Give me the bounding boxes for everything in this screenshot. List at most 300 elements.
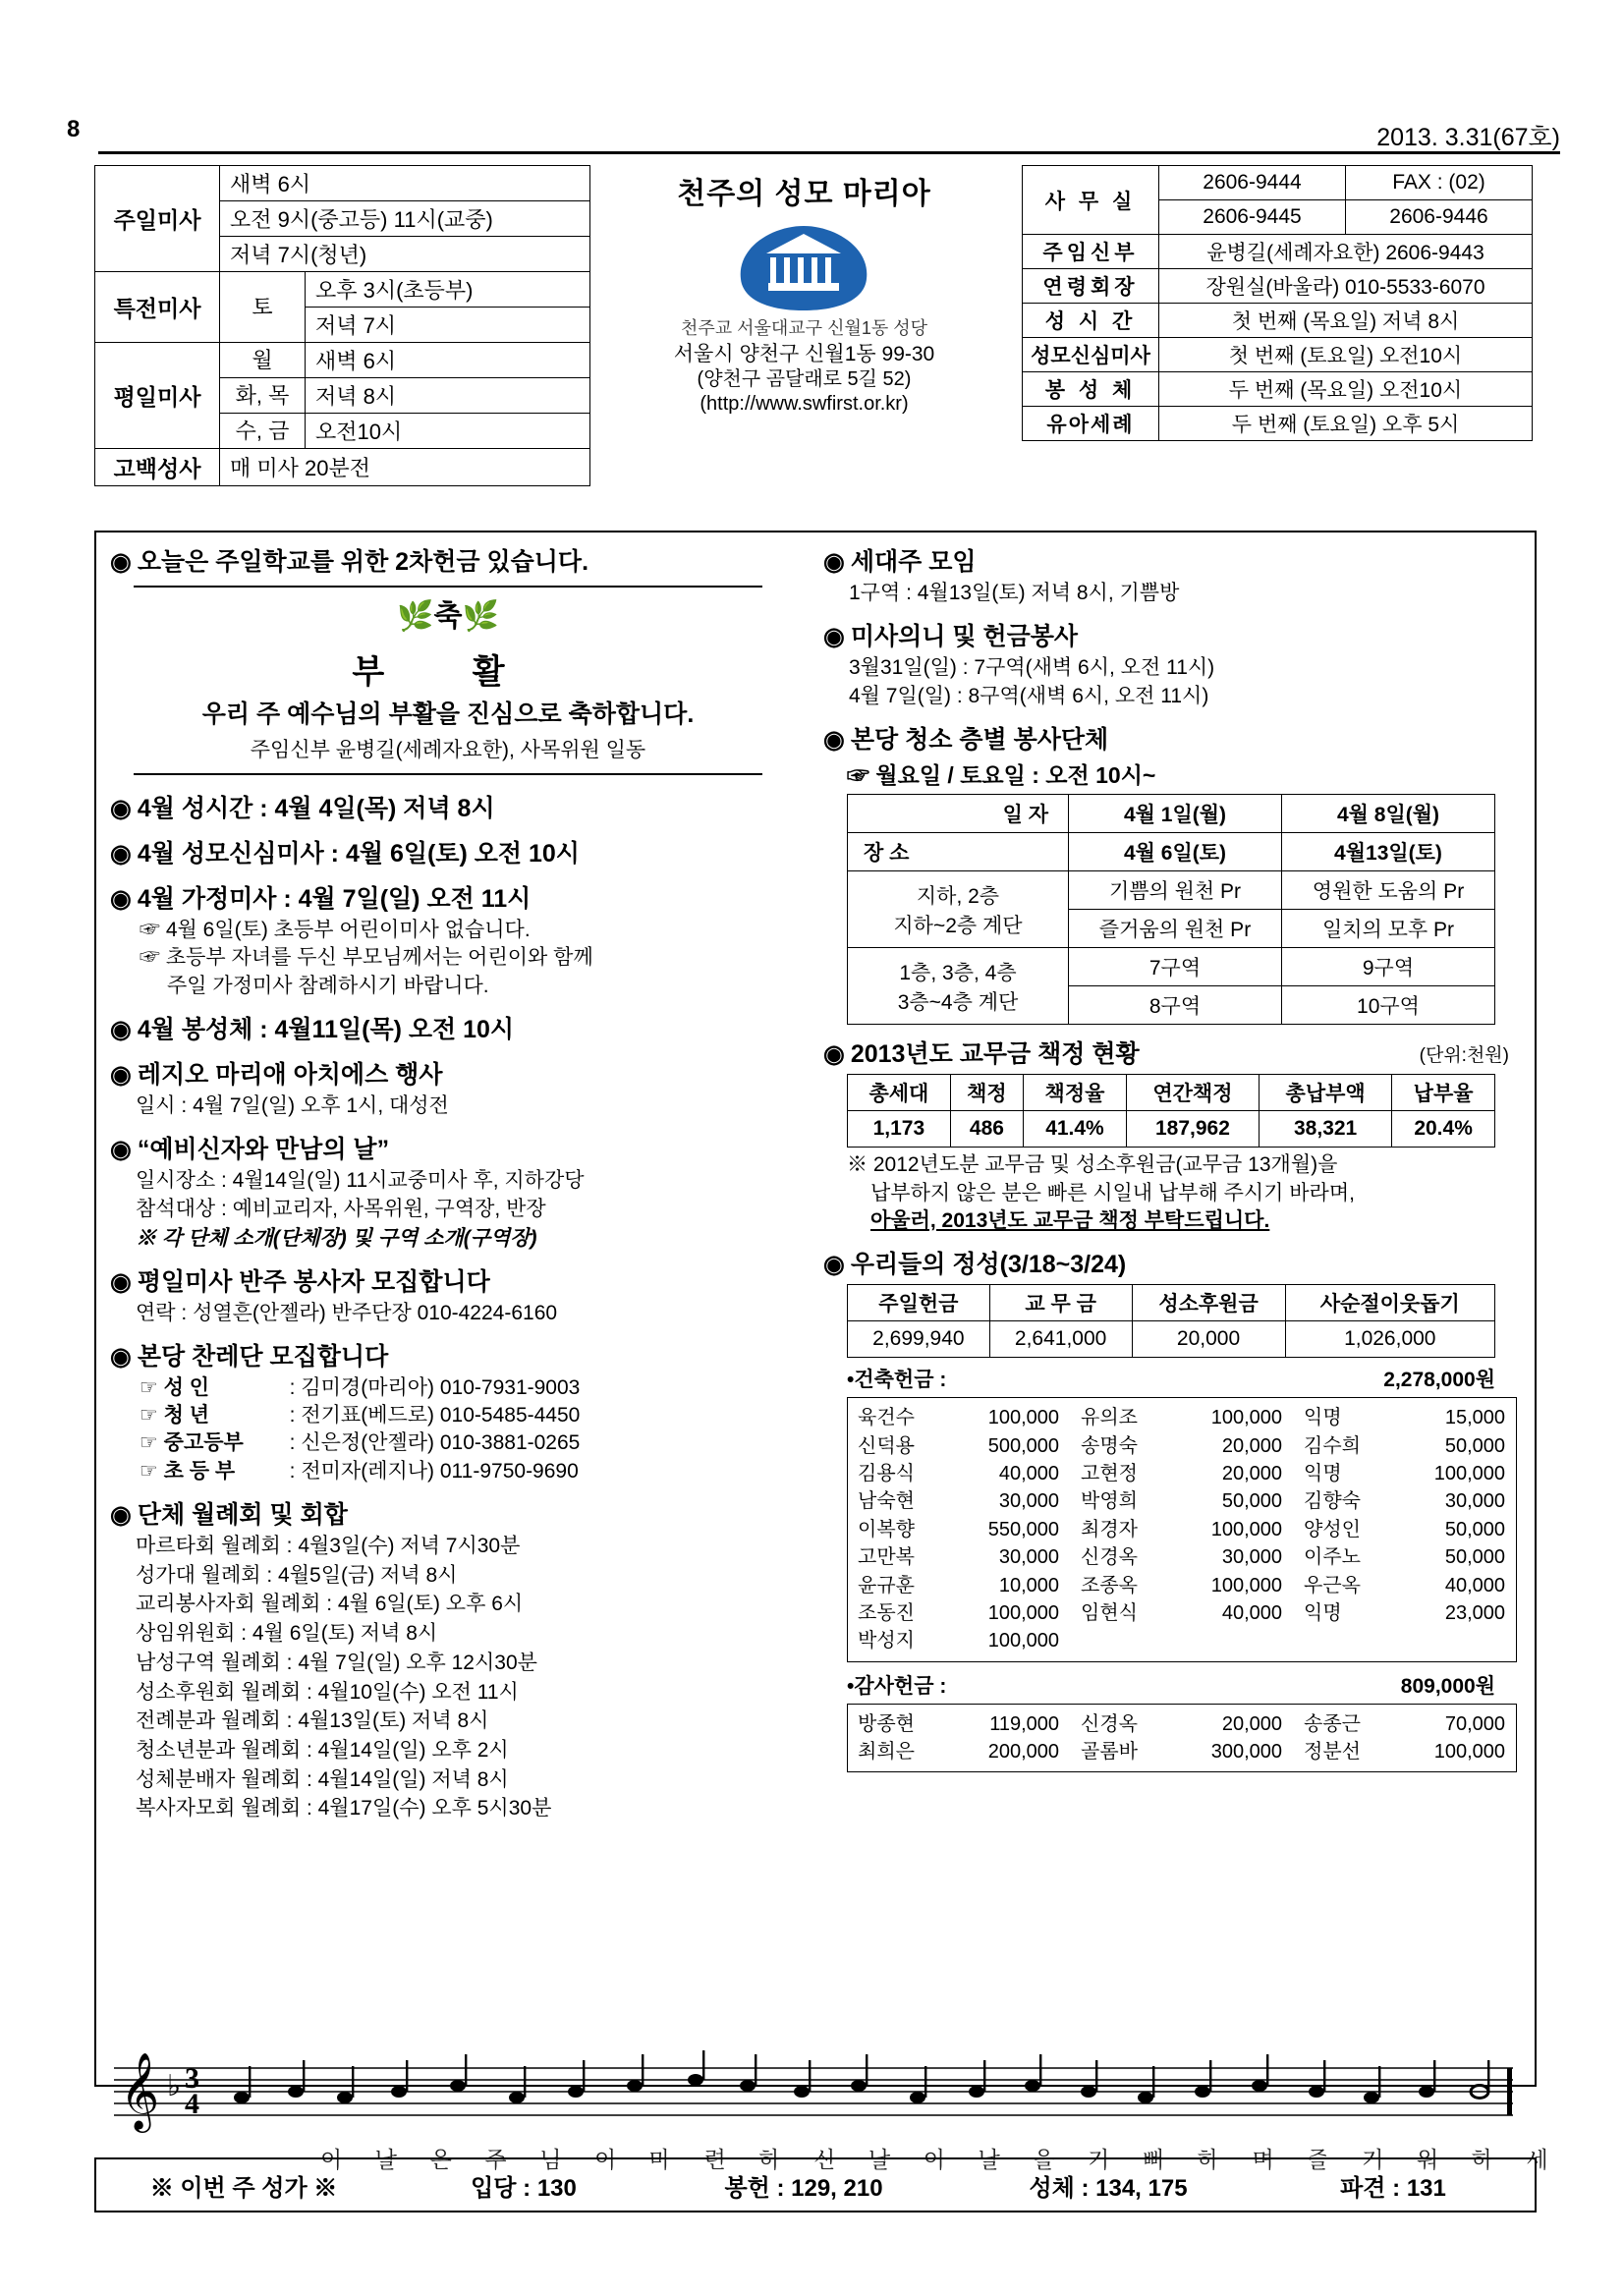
offering-heading (823, 1245, 1521, 1280)
second-collection-text: 오늘은 주일학교를 위한 2차헌금 있습니다. (137, 548, 589, 576)
mass-value: 저녁 8시 (306, 378, 590, 414)
meeting-line: 복사자모회 월례회 : 4월17일(수) 오후 5시30분 (136, 1797, 552, 1820)
table-row (1023, 407, 1533, 441)
fee-table (847, 1074, 1495, 1148)
offering-header: 교 무 금 (989, 1285, 1132, 1321)
fee-value: 187,962 (1126, 1111, 1259, 1148)
contact-value: 두 번째 (목요일) 오전10시 (1159, 372, 1533, 407)
thanks-fund-label: •감사헌금 : (847, 1674, 947, 1698)
mass-value: 새벽 6시 (220, 166, 590, 201)
table-row (1023, 338, 1533, 372)
donor-name: 송명숙 (1081, 1434, 1138, 1457)
hymn-bar-label: ※ 이번 주 성가 ※ (149, 2174, 338, 2202)
svg-text:♭: ♭ (167, 2069, 182, 2103)
hymn-entrance: 입당 : 130 (471, 2174, 577, 2202)
donor-amount: 40,000 (1221, 1601, 1282, 1624)
table-row (848, 1075, 1495, 1111)
donor-name: 골롬바 (1081, 1741, 1138, 1764)
choir-title: 본당 찬레단 모집합니다 (137, 1342, 389, 1371)
bullet-icon: ◉ (110, 795, 132, 822)
announcement-heading (110, 879, 798, 915)
donor-name: 조종옥 (1081, 1574, 1138, 1596)
office-phone-1: 2606-9444 (1159, 166, 1346, 200)
offering-section (823, 1245, 1521, 1772)
cleaning-cell: 8구역 (1069, 986, 1282, 1025)
announcement-title: “예비신자와 만남의 날” (137, 1135, 390, 1163)
donor-name: 최희은 (858, 1741, 915, 1764)
table-row (848, 871, 1495, 910)
donor-amount: 30,000 (1221, 1546, 1282, 1569)
donor-row (858, 1599, 1506, 1627)
parish-website[interactable]: (http://www.swfirst.or.kr) (700, 393, 909, 416)
lyric-syllable: 마 (648, 2147, 671, 2172)
donor-amount: 100,000 (987, 1407, 1059, 1429)
donor-amount: 50,000 (1221, 1490, 1282, 1513)
cleaning-head-col1b: 4월 6일(토) (1069, 833, 1282, 871)
lyric-syllable: 세 (1526, 2147, 1548, 2172)
meeting-line: 전례분과 월례회 : 4월13일(토) 저녁 8시 (136, 1709, 489, 1733)
fee-value: 1,173 (848, 1111, 951, 1148)
meeting-line: 청소년분과 월례회 : 4월14일(일) 오후 2시 (136, 1739, 509, 1763)
announcement-heading (110, 1010, 798, 1045)
office-fax-label: FAX : (02) (1345, 166, 1532, 200)
contact-key: 성모신심미사 (1023, 338, 1159, 372)
table-row (95, 449, 590, 486)
meetings-title: 단체 월례회 및 회합 (137, 1501, 348, 1529)
lyric-syllable: 님 (539, 2147, 562, 2172)
announcement-heading (110, 1130, 798, 1165)
fee-unit: (단위:천원) (1419, 1045, 1509, 1067)
bullet-icon: ◉ (110, 885, 132, 913)
fee-header: 총납부액 (1260, 1075, 1392, 1111)
fee-header: 총세대 (848, 1075, 951, 1111)
offering-header: 사순절이웃돕기 (1285, 1285, 1494, 1321)
lyric-syllable: 이 (320, 2147, 343, 2172)
contact-key: 연령회장 (1023, 269, 1159, 304)
top-info-block (94, 165, 1533, 481)
fee-title: 2013년도 교무금 책정 현황 (850, 1040, 1140, 1069)
building-donor-list (847, 1397, 1517, 1662)
lyric-syllable: 거 (1362, 2147, 1384, 2172)
donor-name: 이복향 (858, 1518, 915, 1540)
cleaning-subtitle: ☞ 월요일 / 토요일 : 오전 10시~ (847, 762, 1156, 789)
contact-table (1022, 165, 1533, 441)
lyric-syllable: 뻐 (1142, 2147, 1165, 2172)
announcement-item (110, 1130, 798, 1253)
choir-row: ☞ 초 등 부 : 전미자(레지나) 011-9750-9690 (140, 1458, 798, 1485)
donor-name: 남숙현 (858, 1490, 915, 1513)
fee-value: 41.4% (1024, 1111, 1127, 1148)
fee-value: 486 (950, 1111, 1023, 1148)
bullet-icon: ◉ (110, 1342, 132, 1371)
mass-day: 화, 목 (220, 378, 306, 414)
announcements-box (94, 531, 1537, 2087)
cleaning-head-place: 장 소 (848, 833, 1069, 871)
mass-value: 오후 3시(초등부) (306, 272, 590, 308)
donor-row (858, 1710, 1506, 1738)
announcement-item (110, 1055, 798, 1120)
fee-value: 20.4% (1392, 1111, 1495, 1148)
meeting-line: 마르타회 월례회 : 4월3일(수) 저녁 7시30분 (136, 1535, 521, 1557)
table-row (848, 1285, 1495, 1321)
note-line: 4월 6일(토) 초등부 어린이미사 없습니다. (165, 919, 531, 941)
cell-meeting-detail: 1구역 : 4월13일(토) 저녁 8시, 기쁨방 (849, 582, 1180, 604)
choir-row: ☞ 성 인 : 김미경(마리아) 010-7931-9003 (140, 1374, 798, 1402)
right-column (823, 542, 1521, 1782)
announcement-detail: 참석대상 : 예비교리자, 사목위원, 구역장, 반장 (136, 1198, 546, 1221)
easter-big-text: 부 활 (352, 653, 544, 691)
cleaning-title: 본당 청소 층별 봉사단체 (850, 726, 1109, 755)
donor-amount: 100,000 (1210, 1574, 1282, 1596)
donor-name: 정분선 (1304, 1741, 1361, 1764)
choir-contact: : 전미자(레지나) 011-9750-9690 (289, 1459, 579, 1483)
choir-contact: : 김미경(마리아) 010-7931-9003 (289, 1375, 581, 1399)
svg-text:4: 4 (185, 2088, 199, 2120)
announcement-title: 4월 성모신심미사 : 4월 6일(토) 오전 10시 (137, 840, 580, 868)
meeting-line: 성소후원회 월례회 : 4월10일(수) 오전 11시 (136, 1680, 519, 1704)
donor-amount: 30,000 (1444, 1490, 1505, 1513)
hymn-communion: 성체 : 134, 175 (1029, 2174, 1188, 2202)
choir-group: 초 등 부 (163, 1459, 236, 1483)
table-row (1023, 166, 1533, 200)
donor-amount: 20,000 (1221, 1434, 1282, 1457)
announcement-item (110, 789, 798, 824)
contact-value: 첫 번째 (목요일) 저녁 8시 (1159, 304, 1533, 338)
donor-amount: 100,000 (1433, 1741, 1505, 1764)
announcement-heading (110, 789, 798, 824)
bullet-icon: ◉ (823, 548, 845, 576)
contact-key: 주임신부 (1023, 235, 1159, 269)
lyric-syllable: 이 (593, 2147, 617, 2172)
cleaning-section (823, 720, 1521, 1025)
mass-intention-section (823, 617, 1521, 710)
donor-row (858, 1516, 1506, 1543)
donor-amount: 50,000 (1444, 1546, 1505, 1569)
choir-row: ☞ 청 년 : 전기표(베드로) 010-5485-4450 (140, 1402, 798, 1429)
building-fund-label: •건축헌금 : (847, 1369, 947, 1392)
donor-row (858, 1487, 1506, 1515)
cleaning-place-line: 지하~2층 계단 (893, 914, 1023, 937)
donor-name: 박영희 (1081, 1490, 1138, 1513)
cleaning-cell: 즐거움의 원천 Pr (1069, 910, 1282, 948)
mass-value: 오전10시 (306, 414, 590, 449)
table-row (1023, 372, 1533, 407)
donor-name: 조동진 (858, 1601, 915, 1624)
cleaning-place-line: 지하, 2층 (916, 884, 1000, 908)
bullet-icon: ◉ (110, 1016, 132, 1044)
donor-amount: 300,000 (1210, 1741, 1282, 1764)
fee-note-line: 납부하지 않은 분은 빠른 시일내 납부해 주시기 바라며, (870, 1181, 1355, 1204)
choir-group: 성 인 (163, 1375, 210, 1399)
building-fund-row (847, 1364, 1495, 1393)
donor-name: 신경옥 (1081, 1546, 1138, 1569)
fee-heading (823, 1035, 1521, 1070)
donor-amount: 100,000 (1433, 1462, 1505, 1484)
issue-date: 2013. 3.31(67호) (1376, 124, 1560, 151)
cleaning-head-date: 일 자 (848, 795, 1069, 833)
note-line: 초등부 자녀를 두신 부모님께서는 어린이와 함께 (165, 946, 593, 970)
cleaning-head-col2a: 4월 8일(월) (1282, 795, 1495, 833)
donor-amount: 10,000 (998, 1574, 1059, 1596)
cleaning-head-col2b: 4월13일(토) (1282, 833, 1495, 871)
announcement-item (110, 834, 798, 869)
parish-logo-icon (723, 218, 885, 314)
contact-key: 사 무 실 (1023, 166, 1159, 235)
page-header (67, 116, 1560, 155)
donor-amount: 23,000 (1444, 1601, 1505, 1624)
donor-name: 익명 (1304, 1601, 1342, 1624)
fee-value: 38,321 (1260, 1111, 1392, 1148)
table-row (1023, 235, 1533, 269)
building-fund-total: 2,278,000원 (1383, 1369, 1495, 1392)
choir-group: 청 년 (163, 1403, 210, 1427)
offering-title: 우리들의 정성(3/18~3/24) (850, 1251, 1127, 1279)
donor-row (858, 1543, 1506, 1571)
announcement-title: 4월 성시간 : 4월 4일(목) 저녁 8시 (137, 795, 495, 822)
cleaning-subtitle-text: 월요일 / 토요일 : 오전 10시~ (875, 762, 1156, 789)
hymn-offertory: 봉헌 : 129, 210 (724, 2174, 883, 2202)
fee-header: 책정율 (1024, 1075, 1127, 1111)
choir-recruitment (110, 1337, 798, 1485)
mass-schedule-table (94, 165, 590, 486)
table-row (848, 1111, 1495, 1148)
mass-intention-heading (823, 617, 1521, 652)
announcement-title: 레지오 마리애 아치에스 행사 (137, 1061, 443, 1090)
announcement-detail: 일시 : 4월 7일(일) 오후 1시, 대성전 (136, 1094, 449, 1118)
table-row (848, 1321, 1495, 1358)
donor-amount: 30,000 (998, 1546, 1059, 1569)
announcement-title: 4월 가정미사 : 4월 7일(일) 오전 11시 (137, 885, 532, 913)
choir-group: 중고등부 (163, 1431, 244, 1455)
mass-label: 주일미사 (95, 166, 220, 272)
donor-amount: 200,000 (987, 1741, 1059, 1764)
cleaning-cell: 일치의 모후 Pr (1282, 910, 1495, 948)
mass-intention-detail: 4월 7일(일) : 8구역(새벽 6시, 오전 11시) (849, 685, 1209, 708)
thanks-fund-row (847, 1670, 1495, 1700)
offering-header: 주일헌금 (848, 1285, 990, 1321)
donor-amount: 30,000 (998, 1490, 1059, 1513)
bullet-icon: ◉ (823, 726, 845, 755)
easter-line-1: 우리 주 예수님의 부활을 진심으로 축하합니다. (201, 700, 695, 728)
lyric-syllable: 날 (868, 2147, 891, 2172)
fee-note-line: ※ 2012년도분 교무금 및 성소후원금(교무금 13개월)을 (847, 1153, 1338, 1177)
cleaning-place-line: 1층, 3층, 4층 (899, 961, 1017, 984)
contact-value: 장원실(바울라) 010-5533-6070 (1159, 269, 1533, 304)
contact-value: 윤병길(세례자요한) 2606-9443 (1159, 235, 1533, 269)
table-row (848, 795, 1495, 833)
office-fax-number: 2606-9446 (1345, 200, 1532, 235)
announcement-heading (110, 1055, 798, 1091)
offering-value: 1,026,000 (1285, 1321, 1494, 1358)
table-row (848, 833, 1495, 871)
hymn-recessional: 파견 : 131 (1340, 2174, 1446, 2202)
donor-amount: 50,000 (1444, 1518, 1505, 1540)
parish-address-2: (양천구 곰달래로 5길 52) (697, 368, 912, 391)
mass-day: 토 (220, 272, 306, 343)
donor-amount: 20,000 (1221, 1712, 1282, 1735)
mass-day: 수, 금 (220, 414, 306, 449)
donor-name: 김향숙 (1304, 1490, 1361, 1513)
announcement-item (110, 1010, 798, 1045)
announcement-title: 4월 봉성체 : 4월11일(목) 오전 10시 (137, 1016, 515, 1044)
donor-amount: 500,000 (987, 1434, 1059, 1457)
donor-row (858, 1627, 1506, 1654)
lyric-syllable: 을 (1033, 2147, 1055, 2172)
lyric-syllable: 기 (1088, 2147, 1110, 2172)
cleaning-head-col1a: 4월 1일(월) (1069, 795, 1282, 833)
contact-value: 첫 번째 (토요일) 오전10시 (1159, 338, 1533, 372)
fee-header: 납부율 (1392, 1075, 1495, 1111)
offering-value: 2,699,940 (848, 1321, 990, 1358)
fee-section (823, 1035, 1521, 1235)
cleaning-place (848, 948, 1069, 1025)
parish-title: 천주의 성모 마리아 (677, 178, 931, 210)
page-number: 8 (67, 116, 81, 142)
donor-name: 익명 (1304, 1407, 1342, 1429)
contact-value: 두 번째 (토요일) 오후 5시 (1159, 407, 1533, 441)
bullet-icon: ◉ (110, 1135, 132, 1163)
choir-contact: : 신은정(안젤라) 010-3881-0265 (289, 1431, 581, 1455)
table-row (848, 948, 1495, 986)
thanks-fund-total: 809,000원 (1400, 1674, 1495, 1698)
donor-row (858, 1404, 1506, 1431)
contact-key: 봉 성 체 (1023, 372, 1159, 407)
donor-name: 우근옥 (1304, 1574, 1361, 1596)
svg-text:3: 3 (185, 2062, 199, 2095)
mass-value: 새벽 6시 (306, 343, 590, 378)
lyric-syllable: 이 (923, 2147, 945, 2172)
parish-address-1: 서울시 양천구 신월1동 99-30 (673, 343, 935, 365)
lyric-syllable: 련 (703, 2147, 726, 2172)
offering-header: 성소후원금 (1132, 1285, 1285, 1321)
parish-stamp: 천주교 서울대교구 신월1동 성당 (680, 318, 928, 338)
donor-name: 최경자 (1081, 1518, 1138, 1540)
cell-meeting-section (823, 542, 1521, 607)
donor-amount: 20,000 (1221, 1462, 1282, 1484)
note-line: 주일 가정미사 참례하시기 바랍니다. (167, 974, 489, 997)
donor-row (858, 1572, 1506, 1599)
donor-amount: 119,000 (989, 1712, 1059, 1735)
bullet-icon: ◉ (823, 1040, 845, 1069)
announcement-item (110, 879, 798, 1000)
meeting-line: 성체분배자 월례회 : 4월14일(일) 저녁 8시 (136, 1767, 509, 1791)
donor-name: 익명 (1304, 1462, 1342, 1484)
meeting-line: 남성구역 월례회 : 4월 7일(일) 오후 12시30분 (136, 1651, 537, 1674)
table-row (95, 166, 590, 201)
mass-value: 저녁 7시 (306, 308, 590, 343)
offering-table (847, 1284, 1495, 1358)
donor-name: 신덕용 (858, 1434, 915, 1457)
donor-amount: 100,000 (1210, 1518, 1282, 1540)
bullet-icon: ◉ (110, 1501, 132, 1529)
header-rule (98, 151, 1560, 154)
announcement-note (167, 973, 798, 1000)
wreath-label: 축 (433, 600, 463, 633)
wreath-icon: 🌿축🌿 (397, 600, 499, 633)
mass-label: 고백성사 (95, 449, 220, 486)
donor-amount: 550,000 (987, 1518, 1059, 1540)
lyric-syllable: 하 (1197, 2147, 1219, 2172)
announcement-note: ☞ 4월 6일(토) 초등부 어린이미사 없습니다. (140, 919, 531, 941)
table-row (95, 272, 590, 308)
easter-line-2: 주임신부 윤병길(세례자요한), 사목위원 일동 (250, 739, 646, 761)
donor-amount: 100,000 (987, 1601, 1059, 1624)
bullet-icon: ◉ (110, 1267, 132, 1296)
mass-value: 저녁 7시(청년) (220, 237, 590, 272)
donor-name: 유의조 (1081, 1407, 1138, 1429)
fee-note-line: 아울러, 2013년도 교무금 책정 부탁드립니다. (870, 1208, 1270, 1232)
lyric-syllable: 며 (1252, 2147, 1274, 2172)
cleaning-cell: 9구역 (1282, 948, 1495, 986)
fee-header: 책정 (950, 1075, 1023, 1111)
bullet-icon: ◉ (110, 840, 132, 868)
donor-name: 김용식 (858, 1462, 915, 1484)
donor-row (858, 1432, 1506, 1460)
choir-row: ☞ 중고등부 : 신은정(안젤라) 010-3881-0265 (140, 1429, 798, 1457)
cleaning-heading (823, 720, 1521, 756)
meeting-line: 상임위원회 : 4월 6일(토) 저녁 8시 (136, 1622, 438, 1646)
mass-intention-title: 미사의니 및 헌금봉사 (850, 622, 1079, 650)
cleaning-cell: 10구역 (1282, 986, 1495, 1025)
donor-amount: 70,000 (1444, 1712, 1505, 1735)
donor-name: 임현식 (1081, 1601, 1138, 1624)
svg-text:𝄞: 𝄞 (120, 2052, 160, 2130)
lyric-syllable: 날 (374, 2147, 398, 2172)
donor-name: 고현정 (1081, 1462, 1138, 1484)
meetings-heading (110, 1495, 798, 1531)
table-row (1023, 269, 1533, 304)
mass-label: 평일미사 (95, 343, 220, 449)
mass-intention-detail: 3월31일(일) : 7구역(새벽 6시, 오전 11시) (849, 655, 1215, 679)
thanks-donor-list (847, 1704, 1517, 1773)
cleaning-cell: 영원한 도움의 Pr (1282, 871, 1495, 910)
announcement-detail: 일시장소 : 4월14일(일) 11시교중미사 후, 지하강당 (136, 1168, 585, 1192)
cell-meeting-title: 세대주 모임 (850, 548, 977, 576)
donor-amount: 40,000 (1444, 1574, 1505, 1596)
donor-amount: 15,000 (1444, 1407, 1505, 1429)
contact-key: 성 시 간 (1023, 304, 1159, 338)
office-phone-2: 2606-9445 (1159, 200, 1346, 235)
lyric-syllable: 워 (1416, 2147, 1439, 2172)
donor-name: 신경옥 (1081, 1712, 1138, 1735)
table-row (1023, 304, 1533, 338)
donor-name: 양성인 (1304, 1518, 1361, 1540)
lyric-syllable: 즐 (1307, 2147, 1329, 2172)
lyric-syllable: 주 (484, 2147, 507, 2172)
cell-meeting-heading (823, 542, 1521, 578)
cleaning-cell: 기쁨의 원천 Pr (1069, 871, 1282, 910)
lyric-syllable: 신 (813, 2147, 836, 2172)
announcement-note: ☞ 초등부 자녀를 두신 부모님께서는 어린이와 함께 (140, 946, 593, 970)
bullet-icon: ◉ (110, 548, 132, 576)
lyric-syllable: 날 (978, 2147, 1000, 2172)
contact-key: 유아세례 (1023, 407, 1159, 441)
donor-name: 고만복 (858, 1546, 915, 1569)
bullet-icon: ◉ (110, 1061, 132, 1090)
lyric-syllable: 하 (758, 2147, 781, 2172)
choir-heading (110, 1337, 798, 1372)
announcement-detail: ※ 각 단체 소개(단체장) 및 구역 소개(구역장) (136, 1227, 537, 1251)
announcement-detail: 연락 : 성열흔(안젤라) 반주단장 010-4224-6160 (136, 1301, 558, 1324)
offering-value: 20,000 (1132, 1321, 1285, 1358)
donor-amount: 100,000 (987, 1630, 1059, 1652)
cleaning-place-line: 3층~4층 계단 (897, 990, 1019, 1014)
second-collection-heading (110, 542, 798, 578)
donor-row (858, 1460, 1506, 1487)
lyric-syllable: 은 (429, 2147, 452, 2172)
announcement-heading (110, 834, 798, 869)
bullet-icon: ◉ (823, 622, 845, 650)
